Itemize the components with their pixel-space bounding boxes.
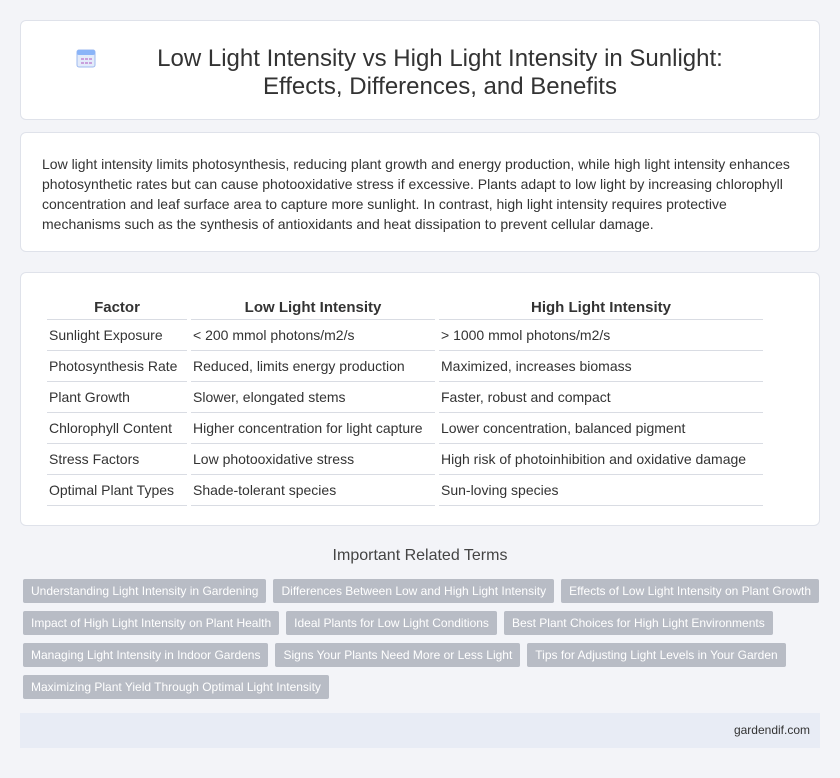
comparison-table <box>43 296 767 506</box>
table-header-cell: High Light Intensity <box>439 296 763 320</box>
intro-card <box>20 132 820 252</box>
table-cell: Slower, elongated stems <box>191 382 435 413</box>
related-term-tag[interactable]: Signs Your Plants Need More or Less Light <box>275 643 520 667</box>
table-cell: Sun-loving species <box>439 475 763 506</box>
table-cell: Shade-tolerant species <box>191 475 435 506</box>
related-term-tag[interactable]: Ideal Plants for Low Light Conditions <box>286 611 497 635</box>
table-header-cell: Low Light Intensity <box>191 296 435 320</box>
footer-site: gardendif.com <box>733 723 810 737</box>
table-row <box>47 320 763 351</box>
related-terms-row <box>23 579 823 603</box>
table-cell: Faster, robust and compact <box>439 382 763 413</box>
header-card <box>20 20 820 120</box>
table-cell: Sunlight Exposure <box>47 320 187 351</box>
table-cell: Higher concentration for light capture <box>191 413 435 444</box>
table-row <box>47 382 763 413</box>
table-cell: Photosynthesis Rate <box>47 351 187 382</box>
comparison-card <box>20 272 820 526</box>
related-term-tag[interactable]: Best Plant Choices for High Light Environments <box>504 611 773 635</box>
related-term-tag[interactable]: Maximizing Plant Yield Through Optimal Light Intensity <box>23 675 329 699</box>
related-term-tag[interactable]: Effects of Low Light Intensity on Plant Growth <box>561 579 819 603</box>
intro-paragraph: Low light intensity limits photosynthesis, reducing plant growth and energy production, while high light intensity enhances photosynthetic rates but can cause photooxidative stress if excessive. Plants adapt to low light by increasing chlorophyll concentration and leaf surface area to capture more sunlight. In contrast, high light intensity requires protective mechanisms such as the synthesis of antioxidants and heat dissipation to prevent cellular damage. <box>42 156 790 232</box>
table-cell: High risk of photoinhibition and oxidative damage <box>439 444 763 475</box>
table-cell: Stress Factors <box>47 444 187 475</box>
table-cell: Plant Growth <box>47 382 187 413</box>
related-term-tag[interactable]: Differences Between Low and High Light Intensity <box>273 579 554 603</box>
table-row <box>47 351 763 382</box>
related-terms-list <box>23 579 823 707</box>
related-term-tag[interactable]: Tips for Adjusting Light Levels in Your Garden <box>527 643 785 667</box>
related-terms-row <box>23 675 823 699</box>
table-cell: < 200 mmol photons/m2/s <box>191 320 435 351</box>
related-terms-title: Important Related Terms <box>332 547 508 564</box>
footer <box>20 713 820 748</box>
table-row <box>47 413 763 444</box>
page-title-text: Low Light Intensity vs High Light Intensity in Sunlight: Effects, Differences, and Benefits <box>157 45 723 100</box>
table-cell: Reduced, limits energy production <box>191 351 435 382</box>
table-cell: Chlorophyll Content <box>47 413 187 444</box>
related-term-tag[interactable]: Impact of High Light Intensity on Plant Health <box>23 611 279 635</box>
related-term-tag[interactable]: Managing Light Intensity in Indoor Gardens <box>23 643 268 667</box>
related-terms-row <box>23 643 823 667</box>
table-cell: > 1000 mmol photons/m2/s <box>439 320 763 351</box>
table-cell: Low photooxidative stress <box>191 444 435 475</box>
table-row <box>47 444 763 475</box>
table-cell: Maximized, increases biomass <box>439 351 763 382</box>
related-terms-row <box>23 611 823 635</box>
table-header-row <box>47 296 763 320</box>
table-row <box>47 475 763 506</box>
table-header-cell: Factor <box>47 296 187 320</box>
table-cell: Optimal Plant Types <box>47 475 187 506</box>
table-cell: Lower concentration, balanced pigment <box>439 413 763 444</box>
related-term-tag[interactable]: Understanding Light Intensity in Gardening <box>23 579 266 603</box>
page-title <box>21 45 819 101</box>
